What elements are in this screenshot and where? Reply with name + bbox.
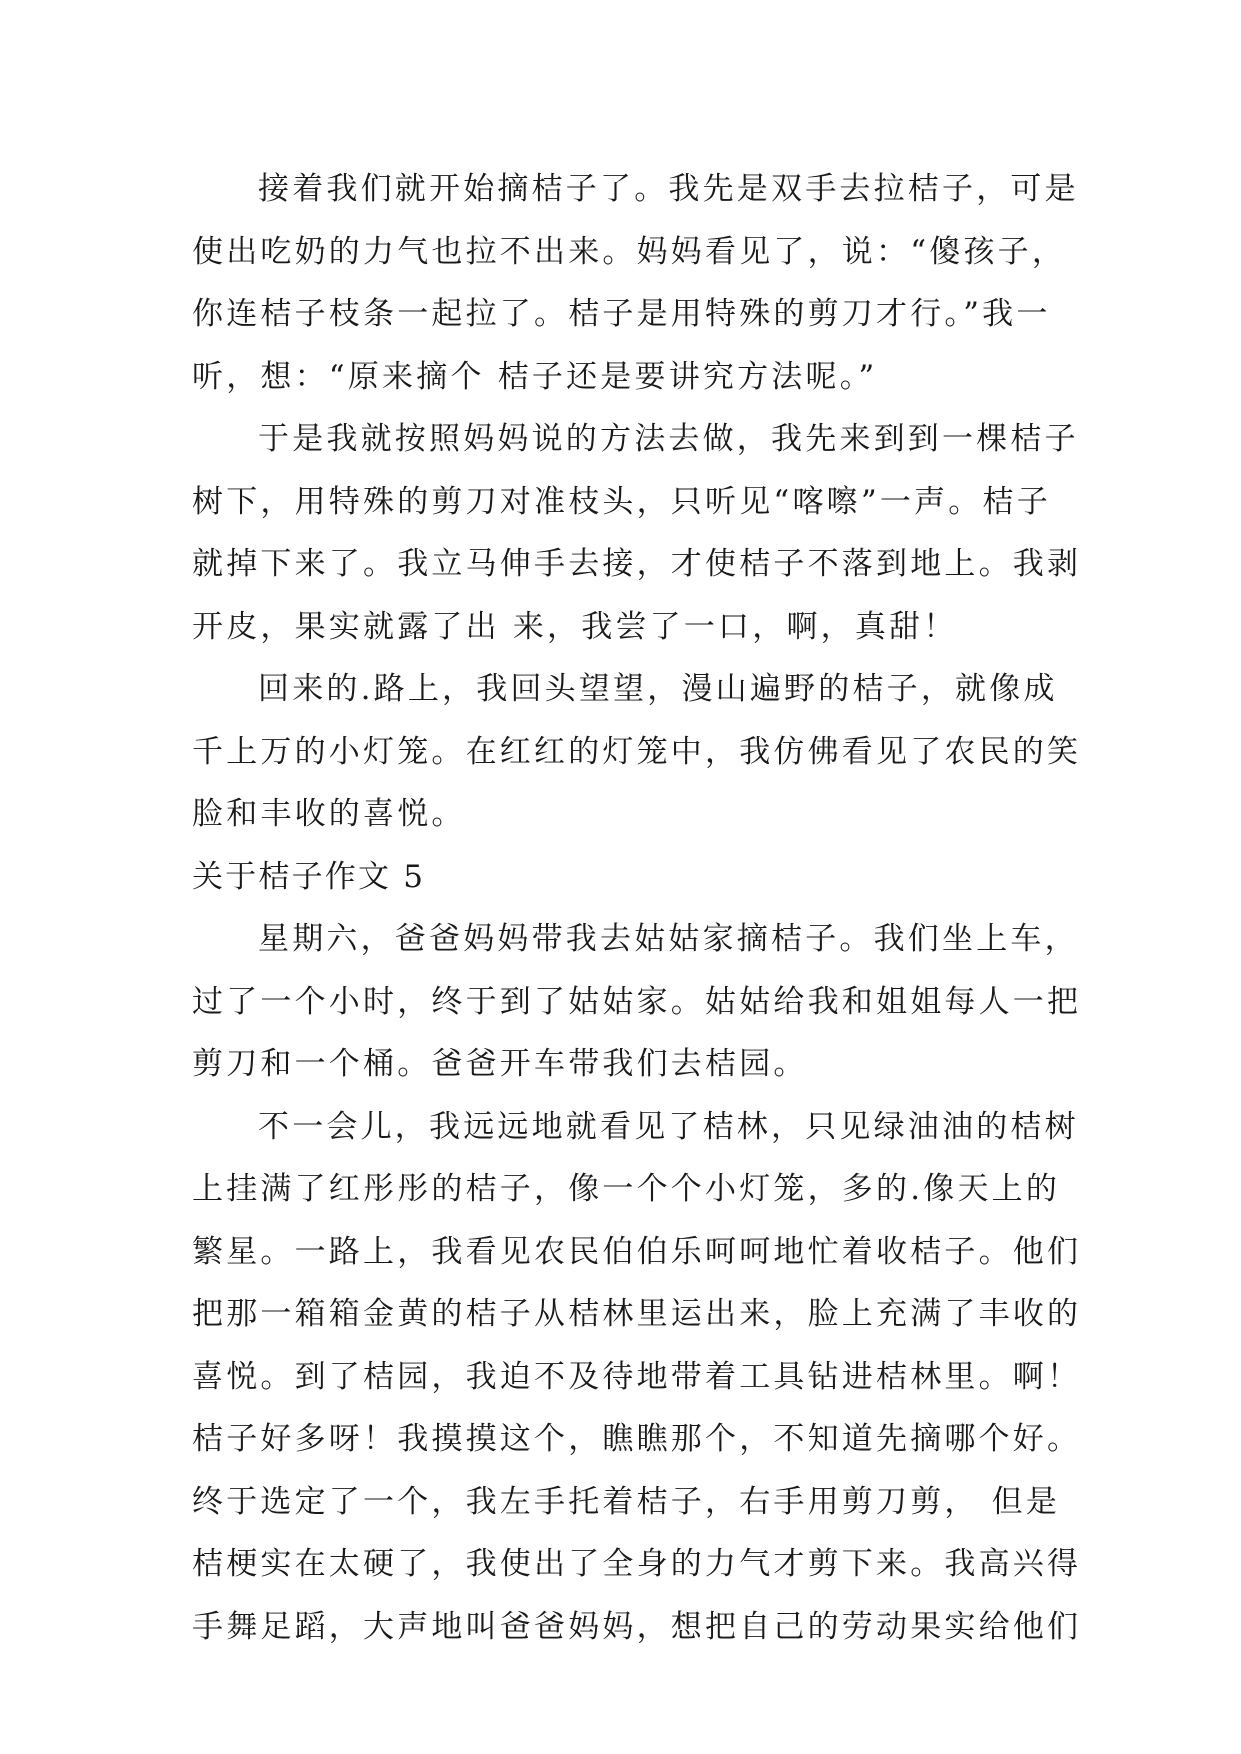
text-line: 不一会儿，我远远地就看见了桔林，只见绿油油的桔树 [258,1108,1079,1145]
section-heading: 关于桔子作文 5 [192,858,426,895]
text-line: 开皮，果实就露了出 来，我尝了一口，啊，真甜！ [192,608,958,645]
text-line: 桔梗实在太硬了，我使出了全身的力气才剪下来。我高兴得 [192,1546,1082,1582]
text-line: 喜悦。到了桔园，我迫不及待地带着工具钻进桔林里。啊！ [192,1358,1082,1395]
text-line: 星期六，爸爸妈妈带我去姑姑家摘桔子。我们坐上车， [258,921,1079,957]
text-line: 上挂满了红彤彤的桔子，像一个个小灯笼，多的.像天上的 [192,1171,1061,1207]
text-line: 把那一箱箱金黄的桔子从桔林里运出来，脸上充满了丰收的 [192,1296,1082,1332]
text-line: 千上万的小灯笼。在红红的灯笼中，我仿佛看见了农民的笑 [192,733,1082,770]
text-line: 接着我们就开始摘桔子了。我先是双手去拉桔子，可是 [258,171,1079,207]
text-line: 手舞足蹈，大声地叫爸爸妈妈，想把自己的劳动果实给他们 [192,1608,1082,1645]
text-line: 就掉下来了。我立马伸手去接，才使桔子不落到地上。我剥 [192,546,1082,582]
text-line: 繁星。一路上，我看见农民伯伯乐呵呵地忙着收桔子。他们 [192,1233,1082,1270]
text-line: 桔子好多呀！我摸摸这个，瞧瞧那个，不知道先摘哪个好。 [192,1421,1082,1457]
text-line: 过了一个小时，终于到了姑姑家。姑姑给我和姐姐每人一把 [192,983,1082,1020]
text-line: 使出吃奶的力气也拉不出来。妈妈看见了，说：“傻孩子， [192,233,1067,270]
text-line: 脸和丰收的喜悦。 [192,796,466,832]
text-line: 树下，用特殊的剪刀对准枝头，只听见“喀嚓”一声。桔子 [192,483,1051,520]
text-line: 回来的.路上，我回头望望，漫山遍野的桔子，就像成 [258,671,1058,707]
text-line: 听，想：“原来摘个 桔子还是要讲究方法呢。” [192,358,878,395]
essay-body [192,158,1082,1658]
text-line: 终于选定了一个，我左手托着桔子，右手用剪刀剪， 但是 [192,1483,1061,1520]
text-line: 剪刀和一个桶。爸爸开车带我们去桔园。 [192,1046,808,1082]
text-line: 于是我就按照妈妈说的方法去做，我先来到到一棵桔子 [258,421,1079,457]
text-line: 你连桔子枝条一起拉了。桔子是用特殊的剪刀才行。”我一 [192,296,1051,332]
